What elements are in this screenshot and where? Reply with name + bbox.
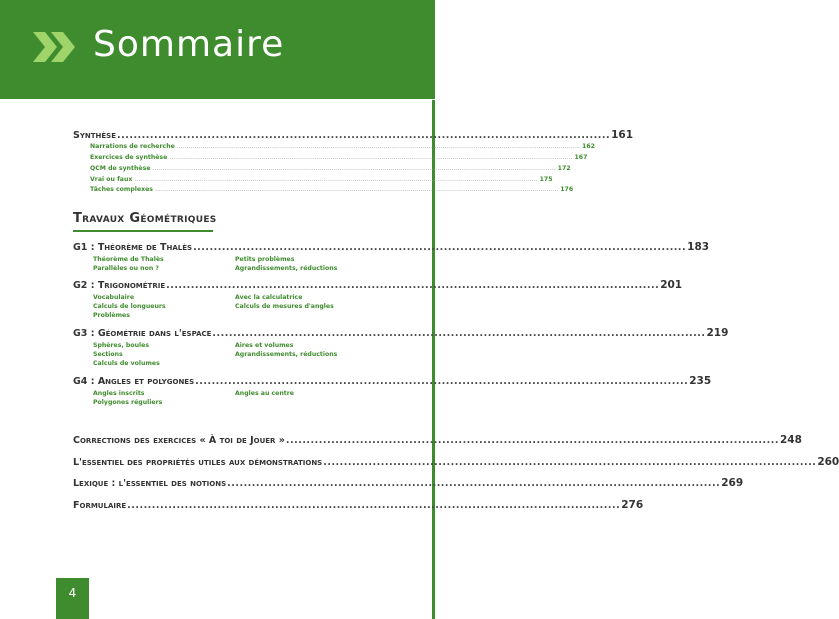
toc-entry-page: 260 — [817, 456, 839, 468]
chapter-topic[interactable]: Parallèles ou non ? — [93, 265, 159, 272]
page-number: 4 — [56, 578, 89, 619]
chapter-topic[interactable]: Sphères, boules — [93, 342, 150, 349]
double-chevron-icon — [33, 32, 79, 62]
chapter-topic[interactable]: Angles au centre — [235, 390, 294, 397]
header-banner — [0, 0, 435, 99]
toc-entry-page: 235 — [689, 375, 712, 387]
toc-entry-page: 269 — [721, 477, 744, 489]
toc-entry-label: Synthèse — [73, 130, 117, 141]
toc-entry-label: Corrections des exercices « À toi de Jouer » — [73, 435, 285, 446]
toc-subentry[interactable] — [90, 154, 588, 161]
leader-dots: ........................................................................................................................ — [212, 328, 706, 339]
chapter-topic[interactable]: Vocabulaire — [93, 294, 135, 301]
toc-entry-label: G2 : Trigonométrie — [73, 280, 166, 291]
toc-entry-corrections[interactable] — [73, 434, 802, 446]
leader-dots: ............................................................................................................................................................................................................. — [169, 154, 573, 161]
chapter-topic[interactable]: Aires et volumes — [235, 342, 294, 349]
chapter-topic[interactable]: Problèmes — [93, 312, 130, 319]
toc-entry-page: 201 — [660, 279, 683, 291]
subentry-page: 162 — [582, 143, 595, 150]
toc-entry-label: G4 : Angles et polygones — [73, 376, 195, 387]
subentry-label: Exercices de synthèse — [90, 154, 168, 161]
toc-entry-g1[interactable] — [73, 241, 710, 253]
subentry-page: 175 — [539, 176, 553, 183]
leader-dots: ........................................................................................................................ — [117, 130, 611, 141]
chapter-topic[interactable]: Calculs de volumes — [93, 360, 160, 367]
section-underline — [73, 230, 213, 232]
chapter-topic[interactable]: Agrandissements, réductions — [235, 265, 338, 272]
chapter-topic[interactable]: Théorème de Thalès — [93, 256, 164, 263]
leader-dots: ........................................................................................................................ — [193, 242, 687, 253]
toc-subentry[interactable] — [90, 165, 571, 172]
toc-entry-formulaire[interactable] — [73, 499, 644, 511]
toc-entry-page: 248 — [779, 434, 802, 446]
section-title: Travaux Géométriques — [73, 211, 217, 226]
toc-entry-label: Formulaire — [73, 500, 127, 511]
subentry-label: QCM de synthèse — [90, 165, 151, 172]
toc-entry-page: 219 — [706, 327, 729, 339]
subentry-page: 176 — [560, 186, 574, 193]
leader-dots: ............................................................................................................................................................................................................. — [176, 143, 581, 150]
toc-subentry[interactable] — [90, 176, 553, 183]
toc-entry-label: L'essentiel des propriétés utiles aux démonstrations — [73, 457, 323, 468]
toc-entry-label: G3 : Géométrie dans l'espace — [73, 328, 212, 339]
leader-dots: ............................................................................................................................................................................................................. — [155, 186, 559, 193]
leader-dots: ........................................................................................................................ — [166, 280, 660, 291]
toc-entry-synthese[interactable] — [73, 129, 634, 141]
leader-dots: ............................................................................................................................................................................................................. — [152, 165, 556, 172]
toc-entry-page: 183 — [687, 241, 710, 253]
page-title: Sommaire — [93, 24, 285, 65]
toc-entry-page: 161 — [611, 129, 634, 141]
chapter-topic[interactable]: Petits problèmes — [235, 256, 295, 263]
chapter-topic[interactable]: Angles inscrits — [93, 390, 145, 397]
toc-entry-lexique[interactable] — [73, 477, 744, 489]
subentry-label: Tâches complexes — [90, 186, 153, 193]
leader-dots: ........................................................................................................................ — [227, 478, 721, 489]
subentry-page: 167 — [574, 154, 588, 161]
toc-entry-g2[interactable] — [73, 279, 683, 291]
toc-entry-g3[interactable] — [73, 327, 729, 339]
chapter-topic[interactable]: Polygones réguliers — [93, 399, 163, 406]
subentry-page: 172 — [557, 165, 571, 172]
toc-entry-label: Lexique : l'essentiel des notions — [73, 478, 227, 489]
leader-dots: ........................................................................................................................ — [285, 435, 779, 446]
toc-subentry[interactable] — [90, 186, 574, 193]
toc-entry-g4[interactable] — [73, 375, 712, 387]
chapter-topic[interactable]: Calculs de mesures d'angles — [235, 303, 334, 310]
leader-dots: ............................................................................................................................................................................................................. — [134, 176, 538, 183]
chapter-topic[interactable]: Avec la calculatrice — [235, 294, 303, 301]
leader-dots: ........................................................................................................................ — [195, 376, 689, 387]
chapter-topic[interactable]: Calculs de longueurs — [93, 303, 166, 310]
subentry-label: Narrations de recherche — [90, 143, 175, 150]
toc-subentry[interactable] — [90, 143, 595, 150]
chapter-topic[interactable]: Sections — [93, 351, 123, 358]
toc-entry-essentiel[interactable] — [73, 456, 839, 468]
subentry-label: Vrai ou faux — [90, 176, 133, 183]
leader-dots: ........................................................................................................................ — [127, 500, 621, 511]
toc-entry-page: 276 — [621, 499, 644, 511]
chapter-topic[interactable]: Agrandissements, réductions — [235, 351, 338, 358]
toc-entry-label: G1 : Théorème de Thalès — [73, 242, 193, 253]
leader-dots: ........................................................................................................................ — [323, 457, 817, 468]
